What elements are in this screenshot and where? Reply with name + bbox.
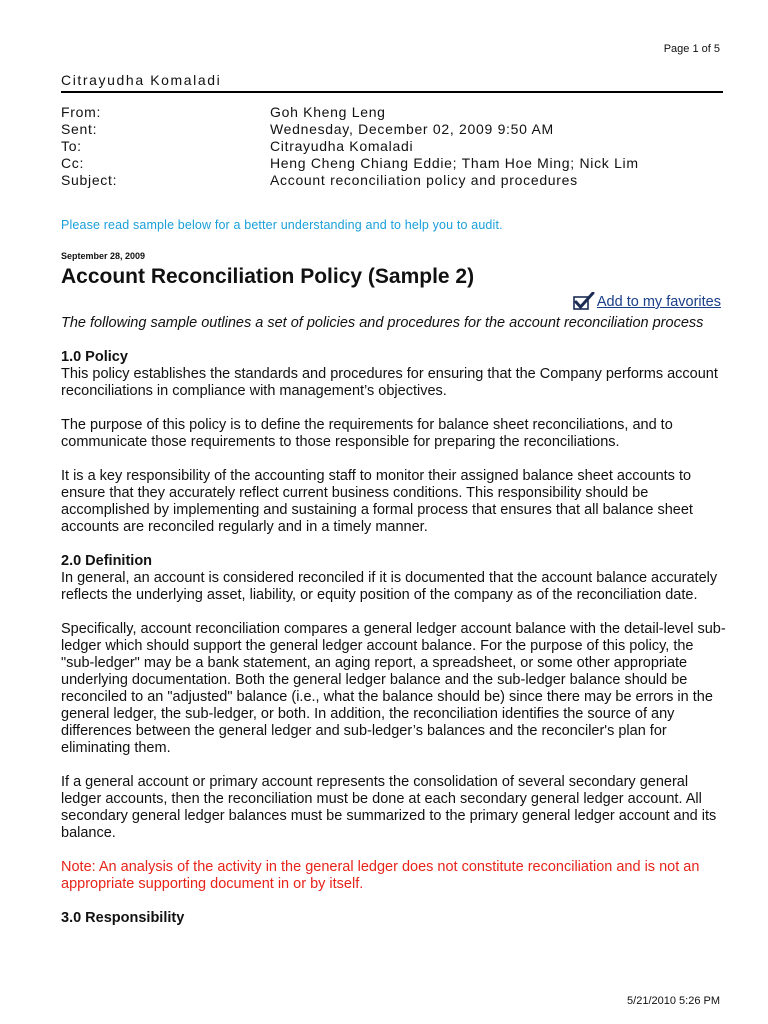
meta-cc-row <box>61 155 723 172</box>
sender-name: Citrayudha Komaladi <box>61 72 222 88</box>
document-title: Account Reconciliation Policy (Sample 2) <box>61 265 475 288</box>
policy-paragraph: This policy establishes the standards and procedures for ensuring that the Company performs account reconciliations in compliance with management’s objectives. <box>61 366 718 399</box>
add-to-favorites-link[interactable]: Add to my favorites <box>596 294 721 310</box>
meta-subject-row <box>61 172 723 189</box>
meta-value: Wednesday, December 02, 2009 9:50 AM <box>270 121 554 137</box>
page-number: Page 1 of 5 <box>663 43 720 55</box>
section-heading-responsibility: 3.0 Responsibility <box>61 910 185 926</box>
footer-timestamp: 5/21/2010 5:26 PM <box>627 995 720 1007</box>
meta-label: Subject: <box>61 172 118 188</box>
meta-label: Cc: <box>61 155 85 171</box>
checkbox-check-icon[interactable] <box>573 292 595 310</box>
header-divider <box>61 91 723 93</box>
definition-paragraph: In general, an account is considered reconciled if it is documented that the account balance accurately reflects the underlying asset, liability, or equity position of the company as of the reconciliation date. <box>61 570 718 603</box>
meta-label: From: <box>61 104 102 120</box>
section-heading-definition: 2.0 Definition <box>61 553 153 569</box>
meta-value: Goh Kheng Leng <box>270 104 386 120</box>
policy-paragraph: The purpose of this policy is to define the requirements for balance sheet reconciliations, and to communicate those requirements to those responsible for preparing the reconciliations. <box>61 417 673 450</box>
policy-paragraph: It is a key responsibility of the accounting staff to monitor their assigned balance sheet accounts to ensure that they accurately reflect current business conditions. This responsibility should be accomplished by implementing and sustaining a formal process that ensures that all balance sheet accounts are reconciled regularly and in a timely manner. <box>61 468 693 535</box>
meta-label: To: <box>61 138 82 154</box>
definition-note: Note: An analysis of the activity in the general ledger does not constitute reconciliation and is not an appropriate supporting document in or by itself. <box>61 859 700 892</box>
definition-paragraph: If a general account or primary account represents the consolidation of several secondary general ledger accounts, then the reconciliation must be done at each secondary general ledger account. All secondary general ledger balances must be summarized to the primary general ledger account and its balance. <box>61 774 717 841</box>
meta-from-row <box>61 104 723 121</box>
lead-paragraph: The following sample outlines a set of policies and procedures for the account reconciliation process <box>61 315 704 331</box>
meta-to-row <box>61 138 723 155</box>
intro-note: Please read sample below for a better understanding and to help you to audit. <box>61 218 503 232</box>
meta-value: Account reconciliation policy and procedures <box>270 172 578 188</box>
email-meta <box>61 104 723 189</box>
document-body <box>61 315 726 927</box>
document-date: September 28, 2009 <box>61 251 146 261</box>
add-to-favorites[interactable] <box>573 292 721 310</box>
meta-value: Citrayudha Komaladi <box>270 138 414 154</box>
meta-sent-row <box>61 121 723 138</box>
section-heading-policy: 1.0 Policy <box>61 349 128 365</box>
definition-paragraph: Specifically, account reconciliation compares a general ledger account balance with the detail-level sub-ledger which should support the general ledger account balance. For the purpose of this policy, the "sub-ledger" may be a bank statement, an aging report, a spreadsheet, or some other appropriate underlying documentation. Both the general ledger balance and the sub-ledger balance should be reconciled to an "adjusted" balance (i.e., what the balance should be) since there may be errors in the general ledger, the sub-ledger, or both. In addition, the reconciliation identifies the source of any differences between the general ledger and sub-ledger’s balances and the reconciler's plan for eliminating them. <box>61 621 726 756</box>
meta-label: Sent: <box>61 121 98 137</box>
meta-value: Heng Cheng Chiang Eddie; Tham Hoe Ming; Nick Lim <box>270 155 639 171</box>
